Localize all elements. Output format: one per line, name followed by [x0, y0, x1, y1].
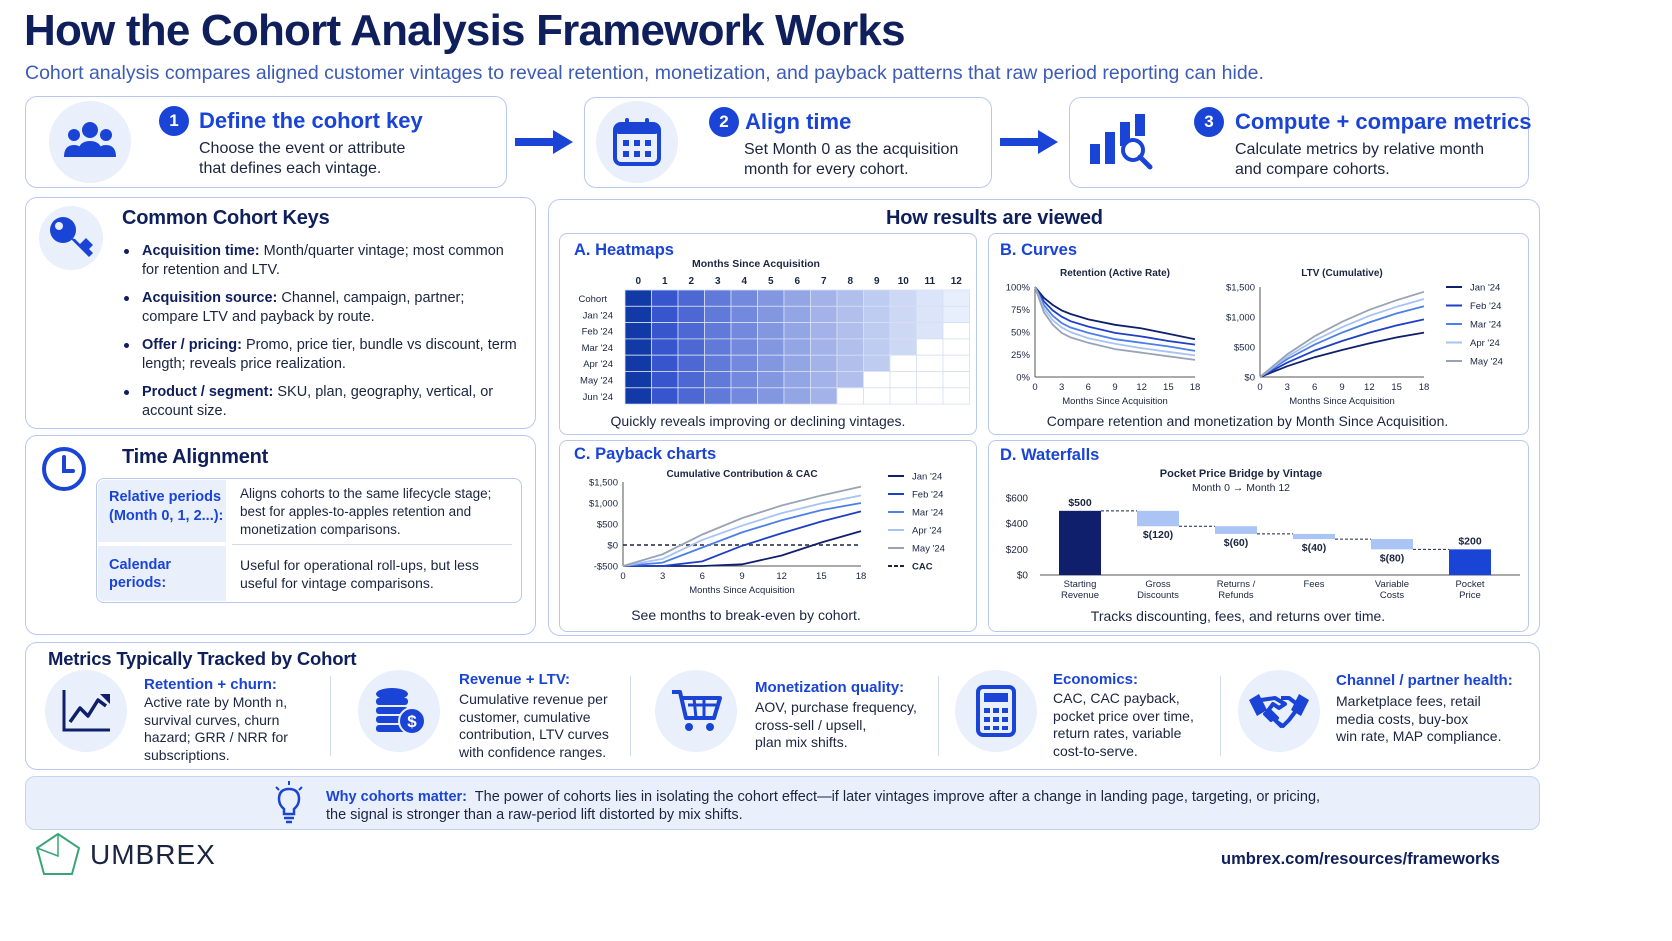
heatmap-cell	[625, 339, 652, 355]
y-tick-label: 0%	[1016, 372, 1030, 384]
step-1-desc-line2: that defines each vintage.	[199, 160, 382, 177]
metric-desc-revenue: Cumulative revenue per customer, cumulative contribution, LTV curves with confidence ranges.	[459, 691, 609, 760]
y-tick-label: $500	[1233, 342, 1255, 354]
heatmap-cell	[811, 306, 838, 322]
heatmap-cell	[652, 290, 679, 306]
waterfall-chart	[990, 462, 1526, 608]
people-icon	[63, 119, 117, 165]
callout-label: Why cohorts matter:	[326, 789, 467, 805]
y-tick-label: $1,000	[1225, 312, 1255, 324]
heatmap-cell	[943, 372, 970, 388]
heatmap-cell	[837, 290, 864, 306]
heatmap-cell	[864, 372, 891, 388]
heatmap-cell	[890, 290, 917, 306]
metric-heading-retention: Retention + churn:	[144, 676, 277, 693]
heatmap-cell	[705, 290, 732, 306]
x-tick-label: Variable	[1374, 579, 1410, 590]
legend-label: Feb '24	[912, 489, 944, 501]
heatmap-cell	[705, 323, 732, 339]
heatmap-column-label: 5	[767, 276, 774, 287]
x-tick-label: 18	[855, 571, 867, 582]
heatmap-cell	[890, 372, 917, 388]
x-axis-label: Months Since Acquisition	[1289, 396, 1395, 407]
heatmap-row-label: Apr '24	[583, 359, 613, 371]
heatmap-cell	[678, 306, 705, 322]
heatmap-cell	[837, 372, 864, 388]
heatmap-cell	[917, 290, 944, 306]
heatmap-column-label: 7	[820, 276, 827, 287]
heatmap-cell	[652, 323, 679, 339]
chart-title: LTV (Cumulative)	[1301, 268, 1383, 279]
step-3-title: Compute + compare metrics	[1235, 109, 1532, 134]
legend-label: Apr '24	[1470, 338, 1500, 349]
heatmap-cell	[890, 339, 917, 355]
curves-caption: Compare retention and monetization by Month Since Acquisition.	[1046, 413, 1449, 429]
arrow-right-icon	[515, 128, 573, 156]
x-tick-label: 3	[660, 571, 666, 582]
heatmap-row-header: Cohort	[578, 294, 607, 305]
heatmap-cell	[784, 388, 811, 404]
metric-divider	[630, 676, 631, 756]
coins-dollar-icon	[372, 686, 426, 736]
cohort-keys-list	[122, 242, 522, 430]
data-label: $200	[1458, 535, 1482, 548]
chart-title: Retention (Active Rate)	[1059, 268, 1171, 279]
payback-heading: C. Payback charts	[574, 445, 717, 463]
heatmap-cell	[811, 290, 838, 306]
x-tick-label: 18	[1418, 382, 1430, 393]
umbrex-logo-icon	[34, 832, 82, 878]
y-tick-label: $0	[607, 540, 618, 552]
heatmap-caption: Quickly reveals improving or declining vintages.	[610, 413, 906, 429]
list-item: Offer / pricing: Promo, price tier, bundle vs discount, term length; reveals price realization.	[122, 336, 522, 374]
heatmap-cell	[678, 388, 705, 404]
relative-periods-label: Relative periods (Month 0, 1, 2...):	[109, 489, 224, 524]
step-3-desc-line1: Calculate metrics by relative month	[1235, 141, 1484, 158]
chart-magnifier-icon	[1087, 112, 1159, 170]
heatmap-cell	[705, 355, 732, 371]
heatmap-cell	[837, 339, 864, 355]
heatmap-column-label: 1	[661, 276, 668, 287]
x-tick-label: 0	[1257, 382, 1263, 393]
step-2-icon-circle	[596, 101, 678, 183]
heatmap-cell	[943, 323, 970, 339]
heatmap-cell	[758, 372, 785, 388]
callout-text: Why cohorts matter: The power of cohorts lies in isolating the cohort effect—if later vintages improve after a change in landing page, targeting, or pricing, the signal is stronger than a raw-period lift distorted by mix shifts.	[326, 789, 1321, 823]
heatmap-cell	[731, 372, 758, 388]
list-item: Acquisition time: Month/quarter vintage; most common for retention and LTV.	[122, 242, 522, 280]
step-1-icon-circle	[49, 101, 131, 183]
heatmap-cell	[917, 372, 944, 388]
heatmap-row-label: Mar '24	[581, 342, 613, 354]
heatmap-cell	[864, 323, 891, 339]
x-tick-label: 3	[1284, 382, 1290, 393]
step-3-number: 3	[1194, 107, 1224, 137]
heatmap-cell	[652, 355, 679, 371]
table-divider	[232, 544, 512, 545]
x-tick-label: 0	[620, 571, 626, 582]
brand-name: UMBREX	[90, 839, 216, 870]
metric-divider	[330, 676, 331, 756]
x-tick-label: Price	[1459, 590, 1481, 601]
heatmap-cell	[625, 306, 652, 322]
heatmap-cell	[917, 388, 944, 404]
waterfall-subtitle: Month 0 → Month 12	[1191, 482, 1291, 494]
x-tick-label: Starting	[1063, 579, 1097, 590]
heatmap-cell	[731, 388, 758, 404]
svg-text:$: $	[407, 712, 417, 731]
relative-periods-text: Aligns cohorts to the same lifecycle stage; best for apples-to-apples retention and monetization comparisons.	[240, 486, 492, 537]
heatmap-cell	[758, 306, 785, 322]
heatmap-cell	[678, 290, 705, 306]
heatmap-cell	[943, 355, 970, 371]
step-1-number: 1	[159, 106, 189, 136]
heatmap-cell	[731, 323, 758, 339]
x-tick-label: Gross	[1145, 579, 1171, 590]
heatmap-cell	[705, 388, 732, 404]
heatmap-cell	[625, 323, 652, 339]
heatmap-cell	[864, 290, 891, 306]
heatmap-cell	[784, 372, 811, 388]
heatmap-cell	[625, 372, 652, 388]
legend-label: May '24	[1470, 356, 1503, 368]
calculator-icon	[976, 685, 1016, 737]
x-tick-label: 9	[739, 571, 745, 582]
metric-desc-channel: Marketplace fees, retail media costs, buy-box win rate, MAP compliance.	[1336, 693, 1502, 744]
heatmap-cell	[811, 339, 838, 355]
heatmap-cell	[837, 323, 864, 339]
curves-chart	[990, 262, 1526, 412]
metric-icon-circle	[655, 670, 737, 752]
results-title: How results are viewed	[886, 207, 1103, 229]
x-tick-label: 12	[1136, 382, 1147, 393]
heatmap-cell	[784, 290, 811, 306]
step-2-number: 2	[709, 107, 739, 137]
heatmap-column-label: 3	[714, 276, 721, 287]
metric-icon-circle	[955, 670, 1037, 752]
x-tick-label: 12	[776, 571, 787, 582]
page-subtitle: Cohort analysis compares aligned customer vintages to reveal retention, monetization, and payback patterns that raw period reporting can hide.	[25, 62, 1264, 84]
y-tick-label: 100%	[1005, 282, 1030, 294]
heatmap-cell	[652, 388, 679, 404]
series-line-1	[1035, 287, 1195, 345]
y-tick-label: 75%	[1010, 305, 1030, 316]
curves-heading: B. Curves	[1000, 241, 1078, 259]
heatmap-cell	[731, 339, 758, 355]
heatmap-heading: A. Heatmaps	[574, 241, 674, 259]
payback-chart	[560, 462, 976, 602]
waterfall-bar	[1371, 539, 1413, 549]
waterfall-bar	[1293, 534, 1335, 539]
y-tick-label: -$500	[593, 561, 618, 573]
step-2-title: Align time	[745, 109, 852, 134]
heatmap-cell	[917, 339, 944, 355]
waterfall-caption: Tracks discounting, fees, and returns over time.	[1090, 608, 1386, 624]
legend-label: Jan '24	[1470, 282, 1501, 294]
x-tick-label: Fees	[1303, 579, 1325, 590]
heatmap-cell	[837, 306, 864, 322]
heatmap-cell	[625, 355, 652, 371]
metric-icon-circle	[45, 670, 127, 752]
heatmap-chart	[560, 254, 976, 410]
heatmap-cell	[943, 290, 970, 306]
heatmap-cell	[705, 372, 732, 388]
arrow-right-icon	[1000, 128, 1058, 156]
metric-heading-channel: Channel / partner health:	[1336, 672, 1513, 689]
heatmap-column-label: 12	[950, 276, 962, 287]
series-line-4	[1035, 287, 1195, 360]
series-line-0	[1260, 333, 1424, 377]
heatmap-cell	[784, 323, 811, 339]
data-label: $(120)	[1142, 529, 1174, 542]
x-tick-label: 15	[1163, 382, 1174, 393]
x-tick-label: 6	[1085, 382, 1091, 393]
heatmap-column-label: 10	[897, 276, 909, 287]
heatmap-cell	[811, 388, 838, 404]
heatmap-cell	[758, 388, 785, 404]
x-tick-label: 6	[1312, 382, 1318, 393]
waterfall-bar	[1137, 511, 1179, 526]
y-tick-label: 50%	[1010, 327, 1030, 339]
x-tick-label: Refunds	[1218, 590, 1254, 601]
heatmap-cell	[758, 355, 785, 371]
x-axis-label: Months Since Acquisition	[689, 585, 795, 596]
heatmap-cell	[864, 388, 891, 404]
y-tick-label: 25%	[1010, 350, 1030, 361]
heatmap-cell	[890, 306, 917, 322]
metric-divider	[938, 676, 939, 756]
x-tick-label: 9	[1339, 382, 1345, 393]
waterfall-bar	[1449, 549, 1491, 575]
heatmap-cell	[917, 355, 944, 371]
page-title: How the Cohort Analysis Framework Works	[24, 6, 905, 55]
series-line-2	[623, 503, 861, 566]
legend-label: Mar '24	[912, 507, 944, 519]
heatmap-column-label: 9	[873, 276, 880, 287]
metrics-title: Metrics Typically Tracked by Cohort	[48, 648, 357, 669]
x-tick-label: 6	[699, 571, 705, 582]
heatmap-cell	[652, 372, 679, 388]
footer-url[interactable]: umbrex.com/resources/frameworks	[1221, 850, 1500, 868]
heatmap-cell	[758, 323, 785, 339]
legend-label: Apr '24	[912, 525, 942, 537]
waterfall-title: Pocket Price Bridge by Vintage	[1159, 468, 1323, 480]
metric-icon-circle	[358, 670, 440, 752]
heatmap-cell	[678, 339, 705, 355]
series-line-1	[623, 511, 861, 566]
heatmap-column-label: 2	[688, 276, 695, 287]
heatmap-cell	[943, 388, 970, 404]
heatmap-cell	[652, 339, 679, 355]
heatmap-cell	[811, 323, 838, 339]
heatmap-cell	[837, 355, 864, 371]
heatmap-cell	[890, 355, 917, 371]
y-tick-label: $200	[1005, 544, 1028, 556]
step-1-title: Define the cohort key	[199, 108, 423, 133]
heatmap-cell	[705, 306, 732, 322]
heatmap-column-label: 6	[794, 276, 801, 287]
data-label: $(80)	[1379, 552, 1405, 565]
key-icon	[37, 204, 105, 272]
clock-icon	[40, 445, 88, 493]
time-alignment-title: Time Alignment	[122, 446, 269, 468]
legend-label: CAC	[912, 561, 933, 573]
heatmap-cell	[625, 388, 652, 404]
step-2-desc-line1: Set Month 0 as the acquisition	[744, 141, 959, 158]
waterfall-bar	[1059, 511, 1101, 575]
heatmap-cell	[731, 290, 758, 306]
list-item: Product / segment: SKU, plan, geography, vertical, or account size.	[122, 383, 522, 421]
metric-icon-circle	[1238, 670, 1320, 752]
x-tick-label: Returns /	[1216, 579, 1256, 590]
heatmap-row-label: May '24	[580, 375, 613, 387]
heatmap-cell	[652, 306, 679, 322]
heatmap-cell	[811, 372, 838, 388]
heatmap-cell	[705, 339, 732, 355]
y-tick-label: $1,500	[1225, 282, 1255, 294]
heatmap-cell	[864, 306, 891, 322]
metric-desc-retention: Active rate by Month n, survival curves, churn hazard; GRR / NRR for subscriptions.	[144, 694, 288, 763]
x-tick-label: Pocket	[1455, 579, 1485, 590]
heatmap-cell	[784, 306, 811, 322]
cohort-keys-title: Common Cohort Keys	[122, 207, 330, 229]
heatmap-cell	[864, 339, 891, 355]
metric-desc-monetization: AOV, purchase frequency, cross-sell / upsell, plan mix shifts.	[755, 699, 917, 750]
heatmap-cell	[678, 323, 705, 339]
y-tick-label: $600	[1005, 493, 1028, 505]
y-tick-label: $0	[1016, 570, 1028, 582]
legend-label: Feb '24	[1470, 301, 1502, 312]
heatmap-cell	[678, 372, 705, 388]
heatmap-cell	[890, 388, 917, 404]
x-tick-label: 3	[1059, 382, 1065, 393]
y-tick-label: $1,500	[588, 477, 618, 489]
heatmap-column-label: 0	[635, 276, 642, 287]
heatmap-column-label: 4	[741, 276, 748, 287]
x-tick-label: 15	[1391, 382, 1402, 393]
x-axis-label: Months Since Acquisition	[1062, 396, 1168, 407]
list-item: Acquisition source: Channel, campaign, partner; compare LTV and payback by route.	[122, 289, 522, 327]
heatmap-row-label: Jan '24	[582, 310, 613, 322]
calendar-periods-label: Calendar periods:	[109, 557, 172, 591]
legend-label: Mar '24	[1470, 319, 1502, 331]
x-tick-label: 12	[1364, 382, 1375, 393]
metric-desc-economics: CAC, CAC payback, pocket price over time, return rates, variable cost-to-serve.	[1053, 690, 1194, 759]
y-tick-label: $400	[1005, 519, 1028, 531]
heatmap-cell	[943, 339, 970, 355]
heatmap-cell	[917, 306, 944, 322]
waterfall-heading: D. Waterfalls	[1000, 446, 1100, 464]
heatmap-cell	[864, 355, 891, 371]
x-tick-label: 18	[1189, 382, 1201, 393]
x-tick-label: 15	[816, 571, 827, 582]
heatmap-column-label: 11	[924, 276, 936, 287]
x-tick-label: 9	[1112, 382, 1118, 393]
heatmap-cell	[943, 306, 970, 322]
calendar-periods-text: Useful for operational roll-ups, but less useful for vintage comparisons.	[240, 557, 479, 591]
x-tick-label: Discounts	[1137, 590, 1179, 601]
data-label: $(40)	[1301, 542, 1327, 555]
series-line-3	[1260, 299, 1424, 377]
payback-caption: See months to break-even by cohort.	[631, 607, 861, 623]
heatmap-cell	[917, 323, 944, 339]
shopping-cart-icon	[670, 688, 722, 734]
handshake-icon	[1249, 690, 1309, 732]
metric-heading-revenue: Revenue + LTV:	[459, 671, 571, 688]
metric-heading-economics: Economics:	[1053, 671, 1139, 688]
step-2-desc-line2: month for every cohort.	[744, 161, 909, 178]
heatmap-cell	[758, 290, 785, 306]
y-tick-label: $500	[596, 519, 618, 531]
waterfall-bar	[1215, 526, 1257, 534]
heatmap-cell	[731, 306, 758, 322]
step-1-desc-line1: Choose the event or attribute	[199, 140, 406, 157]
x-tick-label: 0	[1032, 382, 1038, 393]
lightbulb-icon	[272, 780, 306, 824]
chart-title: Cumulative Contribution & CAC	[666, 469, 818, 480]
heatmap-column-label: 8	[847, 276, 854, 287]
heatmap-cell	[731, 355, 758, 371]
metric-divider	[1220, 676, 1221, 756]
metric-heading-monetization: Monetization quality:	[755, 679, 905, 696]
heatmap-cell	[784, 355, 811, 371]
heatmap-cell	[625, 290, 652, 306]
y-tick-label: $1,000	[588, 498, 618, 510]
data-label: $500	[1068, 496, 1092, 509]
y-tick-label: $0	[1244, 372, 1255, 384]
heatmap-cell	[678, 355, 705, 371]
legend-label: May '24	[912, 543, 945, 555]
heatmap-row-label: Feb '24	[581, 326, 613, 338]
series-line-0	[623, 531, 861, 566]
heatmap-title: Months Since Acquisition	[692, 258, 820, 270]
x-tick-label: Costs	[1379, 590, 1405, 601]
heatmap-cell	[758, 339, 785, 355]
heatmap-cell	[784, 339, 811, 355]
x-tick-label: Revenue	[1060, 590, 1100, 601]
legend-label: Jan '24	[912, 471, 943, 483]
heatmap-cell	[811, 355, 838, 371]
trend-chart-icon	[60, 688, 112, 734]
calendar-icon	[611, 116, 663, 168]
heatmap-cell	[890, 323, 917, 339]
step-3-desc-line2: and compare cohorts.	[1235, 161, 1390, 178]
heatmap-cell	[837, 388, 864, 404]
data-label: $(60)	[1223, 536, 1249, 549]
heatmap-row-label: Jun '24	[582, 391, 613, 403]
